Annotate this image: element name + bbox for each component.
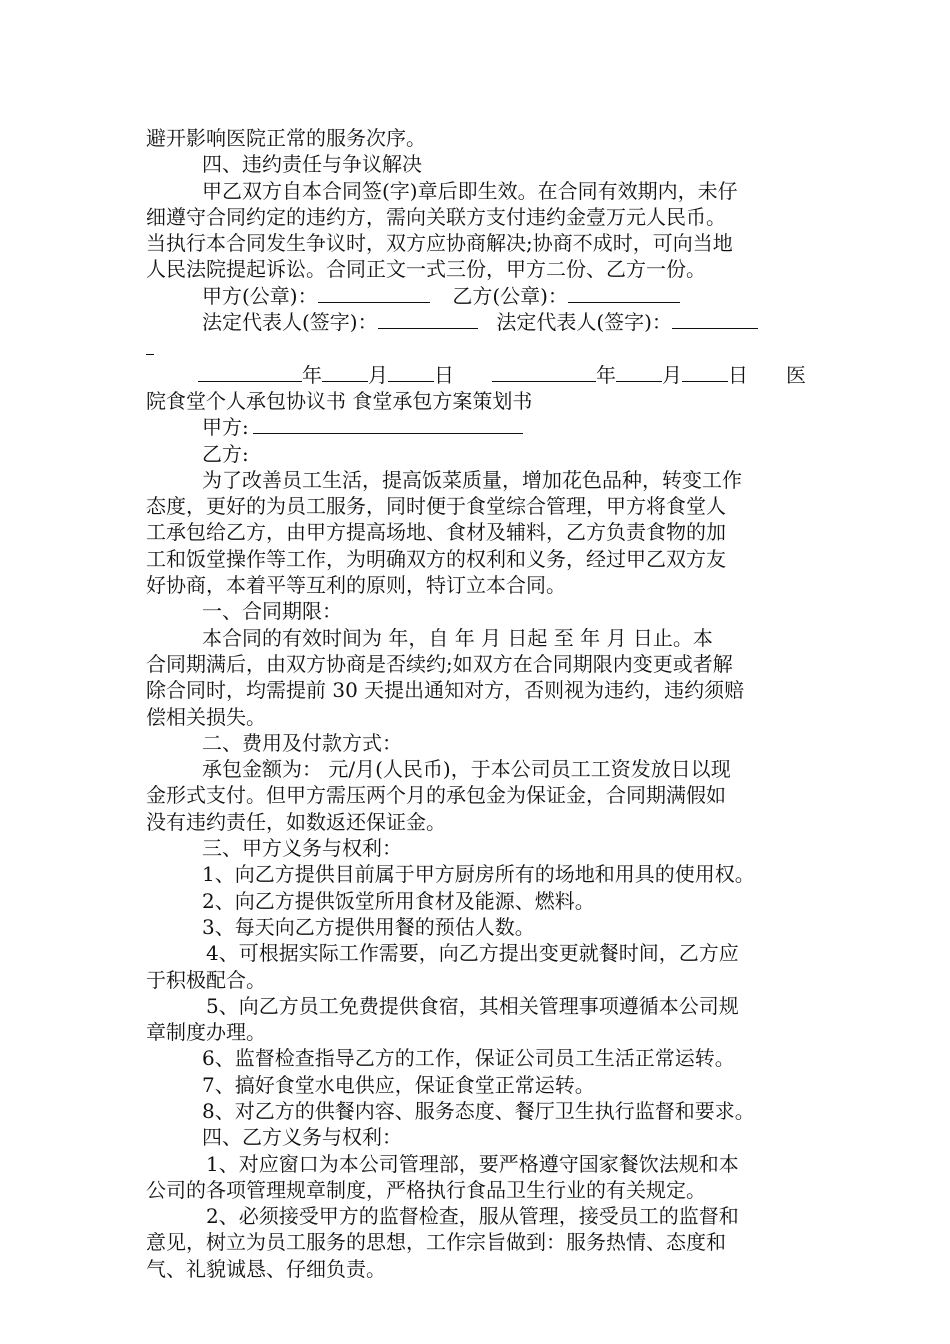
- list-item: 8、对乙方的供餐内容、服务态度、餐厅卫生执行监督和要求。: [202, 1098, 755, 1123]
- list-item: 4、可根据实际工作需要，向乙方提出变更就餐时间，乙方应: [206, 941, 739, 966]
- list-item: 1、对应窗口为本公司管理部，要严格遵守国家餐饮法规和本: [206, 1151, 739, 1176]
- section-heading: 四、乙方义务与权利：: [202, 1125, 402, 1150]
- party-b-label: 乙方:: [202, 441, 249, 466]
- year-label: 年: [596, 362, 616, 387]
- party-b-seal-label: 乙方(公章)：: [452, 283, 568, 308]
- party-a-rep-blank: [378, 310, 478, 329]
- text-line: 避开影响医院正常的服务次序。: [146, 126, 426, 150]
- month-label: 月: [368, 362, 388, 387]
- party-a-seal-blank: [318, 284, 430, 303]
- text-line: 金形式支付。但甲方需压两个月的承包金为保证金，合同期满假如: [146, 783, 726, 808]
- party-b-seal-blank: [568, 284, 680, 303]
- day-label: 日: [728, 362, 748, 387]
- text-line: 气、礼貌诚恳、仔细负责。: [146, 1256, 386, 1281]
- underline-mark: [146, 340, 154, 355]
- signature-line: [146, 309, 806, 335]
- text-line: 意见，树立为员工服务的思想，工作宗旨做到：服务热情、态度和: [146, 1230, 726, 1255]
- party-a-seal-label: 甲方(公章)：: [202, 283, 318, 308]
- list-item: 5、向乙方员工免费提供食宿，其相关管理事项遵循本公司规: [206, 993, 739, 1018]
- month-blank: [616, 363, 662, 382]
- day-label: 日: [434, 362, 454, 387]
- party-a-line: [146, 414, 806, 440]
- year-blank: [198, 363, 302, 382]
- blank-continuation-line: [146, 335, 806, 361]
- list-item: 7、搞好食堂水电供应，保证食堂正常运转。: [202, 1072, 595, 1097]
- text-line: 没有违约责任，如数返还保证金。: [146, 809, 446, 834]
- text-line: 合同期满后，由双方协商是否续约;如双方在合同期限内变更或者解: [146, 651, 733, 676]
- text-line: 除合同时，均需提前 30 天提出通知对方，否则视为违约，违约须赔: [146, 678, 745, 703]
- text-line: 偿相关损失。: [146, 704, 266, 729]
- day-blank: [388, 363, 434, 382]
- date-line: [146, 362, 806, 388]
- party-a-blank: [253, 415, 523, 434]
- list-item: 2、必须接受甲方的监督检查，服从管理，接受员工的监督和: [206, 1204, 739, 1229]
- section-heading: 二、费用及付款方式：: [202, 730, 402, 755]
- month-label: 月: [662, 362, 682, 387]
- section-heading: 四、违约责任与争议解决: [202, 152, 422, 177]
- text-line: 好协商，本着平等互利的原则，特订立本合同。: [146, 573, 566, 598]
- text-line: 本合同的有效时间为 年，自 年 月 日起 至 年 月 日止。本: [202, 625, 713, 650]
- text-line: 于积极配合。: [146, 967, 266, 992]
- party-b-rep-blank: [672, 310, 758, 329]
- list-item: 1、向乙方提供目前属于甲方厨房所有的场地和用具的使用权。: [202, 862, 755, 887]
- text-line: 工和饭堂操作等工作，为明确双方的权利和义务，经过甲乙双方友: [146, 546, 726, 571]
- month-blank: [322, 363, 368, 382]
- section-heading: 三、甲方义务与权利：: [202, 836, 402, 861]
- party-b-rep-label: 法定代表人(签字)：: [496, 310, 672, 335]
- text-fragment: 医: [786, 362, 806, 387]
- document-title-line: 院食堂个人承包协议书 食堂承包方案策划书: [146, 388, 533, 413]
- year-blank: [492, 363, 596, 382]
- list-item: 6、监督检查指导乙方的工作，保证公司员工生活正常运转。: [202, 1046, 735, 1071]
- text-line: 态度，更好的为员工服务，同时便于食堂综合管理，甲方将食堂人: [146, 494, 726, 519]
- text-line: 承包金额为： 元/月(人民币)，于本公司员工工资发放日以现: [202, 757, 731, 782]
- list-item: 2、向乙方提供饭堂所用食材及能源、燃料。: [202, 888, 595, 913]
- seal-line: [146, 283, 806, 309]
- text-line: 当执行本合同发生争议时，双方应协商解决;协商不成时，可向当地: [146, 231, 733, 256]
- text-line: 细遵守合同约定的违约方，需向关联方支付违约金壹万元人民币。: [146, 204, 726, 229]
- text-line: 章制度办理。: [146, 1020, 266, 1045]
- text-line: 人民法院提起诉讼。合同正文一式三份，甲方二份、乙方一份。: [146, 257, 706, 282]
- text-line: 公司的各项管理规章制度，严格执行食品卫生行业的有关规定。: [146, 1177, 706, 1202]
- text-line: 甲乙双方自本合同签(字)章后即生效。在合同有效期内，未仔: [202, 178, 738, 203]
- document-body: [146, 125, 806, 1282]
- day-blank: [682, 363, 728, 382]
- list-item: 3、每天向乙方提供用餐的预估人数。: [202, 914, 535, 939]
- party-a-rep-label: 法定代表人(签字)：: [202, 310, 378, 335]
- text-line: 为了改善员工生活，提高饭菜质量，增加花色品种，转变工作: [202, 467, 742, 492]
- text-line: 工承包给乙方，由甲方提高场地、食材及辅料，乙方负责食物的加: [146, 520, 726, 545]
- section-heading: 一、合同期限：: [202, 599, 342, 624]
- party-a-label: 甲方:: [202, 415, 249, 440]
- year-label: 年: [302, 362, 322, 387]
